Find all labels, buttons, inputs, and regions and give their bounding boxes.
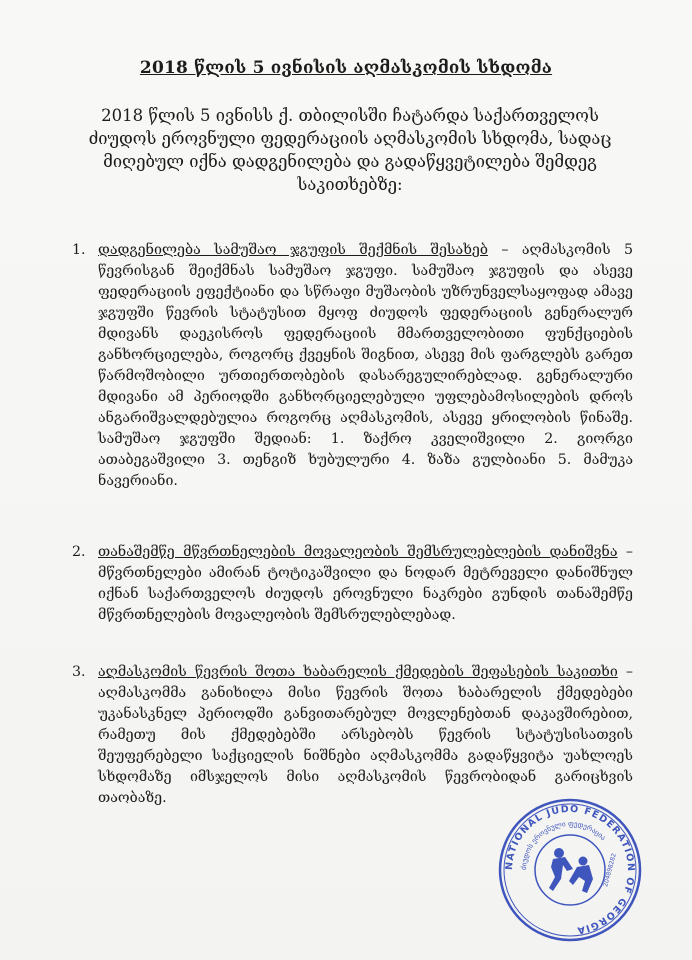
item-number: 3. <box>72 664 86 680</box>
item-body: – აღმასკომის 5 წევრისგან შეიქმნას სამუშაო ჯგუფი. სამუშაო ჯგუფის და ასევე ფედერაციის ეფექტიანი და სწრაფი მუშაობის უზრუნველსაყოფად ამავე ჯგუფში წევრის სტატუსით მყოფ ძიუდოს ფედერაციის გენერალურ მდივანს დაეკისროს ფედერაციის მმართველობითი ფუნქციების განხორციელება, როგორც ქვეყნის შიგნით, ასევე მის ფარგლებს გარეთ წარმოშობილი ურთიერთობების დასარეგულირებლად. გენერალური მდივანი ამ პერიოდში განხორციელებული უფლებამოსილების დროს ანგარიშვალდებულია როგორც აღმასკომის, ასევე ყრილობის წინაშე. სამუშაო ჯგუფში შედიან: 1. ზაქრო კველიშვილი 2. გიორგი ათაბეგაშვილი 3. თენგიზ ხუბულური 4. ზაზა გულბიანი 5. მამუკა ნავერიანი. <box>98 242 633 489</box>
stamp-code: 204898282 <box>602 852 618 888</box>
item-body: – მწვრთნელები ამირან ტოტიკაშვილი და ნოდარ მეტრეველი დანიშნულ იქნან საქართველოს ძიუდოს ეროვნული ნაკრები გუნდის თანაშემწე მწვრთნელების მოვალეობის შემსრულებლებად. <box>98 544 633 623</box>
stamp-inner-text: ძიუდოს ეროვნული ფედერაცია <box>519 819 608 871</box>
item-number: 2. <box>72 544 86 560</box>
item-number: 1. <box>72 242 86 258</box>
stamp-outer-text: NATIONAL JUDO FEDERATION OF GEORGIA <box>503 803 637 936</box>
resolution-item-3 <box>72 662 633 809</box>
resolution-item-2 <box>72 542 633 626</box>
intro-paragraph: 2018 წლის 5 ივნისს ქ. თბილისში ჩატარდა საქართველოს ძიუდოს ეროვნული ფედერაციის აღმასკომის სხდომა, სადაც მიღებულ იქნა დადგენილება და გადაწყვეტილება შემდეგ საკითხებზე: <box>88 106 612 194</box>
federation-stamp <box>495 795 645 945</box>
item-heading: დადგენილება სამუშაო ჯგუფის შექმნის შესახებ <box>98 242 488 258</box>
document-title: 2018 წლის 5 ივნისის აღმასკომის სხდომა <box>139 58 553 78</box>
judo-figures-icon <box>549 848 593 893</box>
resolution-item-1 <box>72 240 633 492</box>
item-heading: აღმასკომის წევრის შოთა ხაბარელის ქმედების შეფასების საკითხი <box>98 664 618 680</box>
item-body: – აღმასკომმა განიხილა მისი წევრის შოთა ხაბარელის ქმედებები უკანასკნელ პერიოდში განვითარებულ მოვლენებთან დაკავშირებით, რამეთუ მის ქმედებებში არსებობს წევრის სტატუსისათვის შეუფერებელი საქციელის ნიშნები აღმასკომმა გადაწყვიტა უახლოეს სხდომაზე იმსჯელოს მისი აღმასკომის წევრობიდან გარიცხვის თაობაზე. <box>98 664 633 806</box>
item-heading: თანაშემწე მწვრთნელების მოვალეობის შემსრულებლების დანიშვნა <box>98 544 618 560</box>
